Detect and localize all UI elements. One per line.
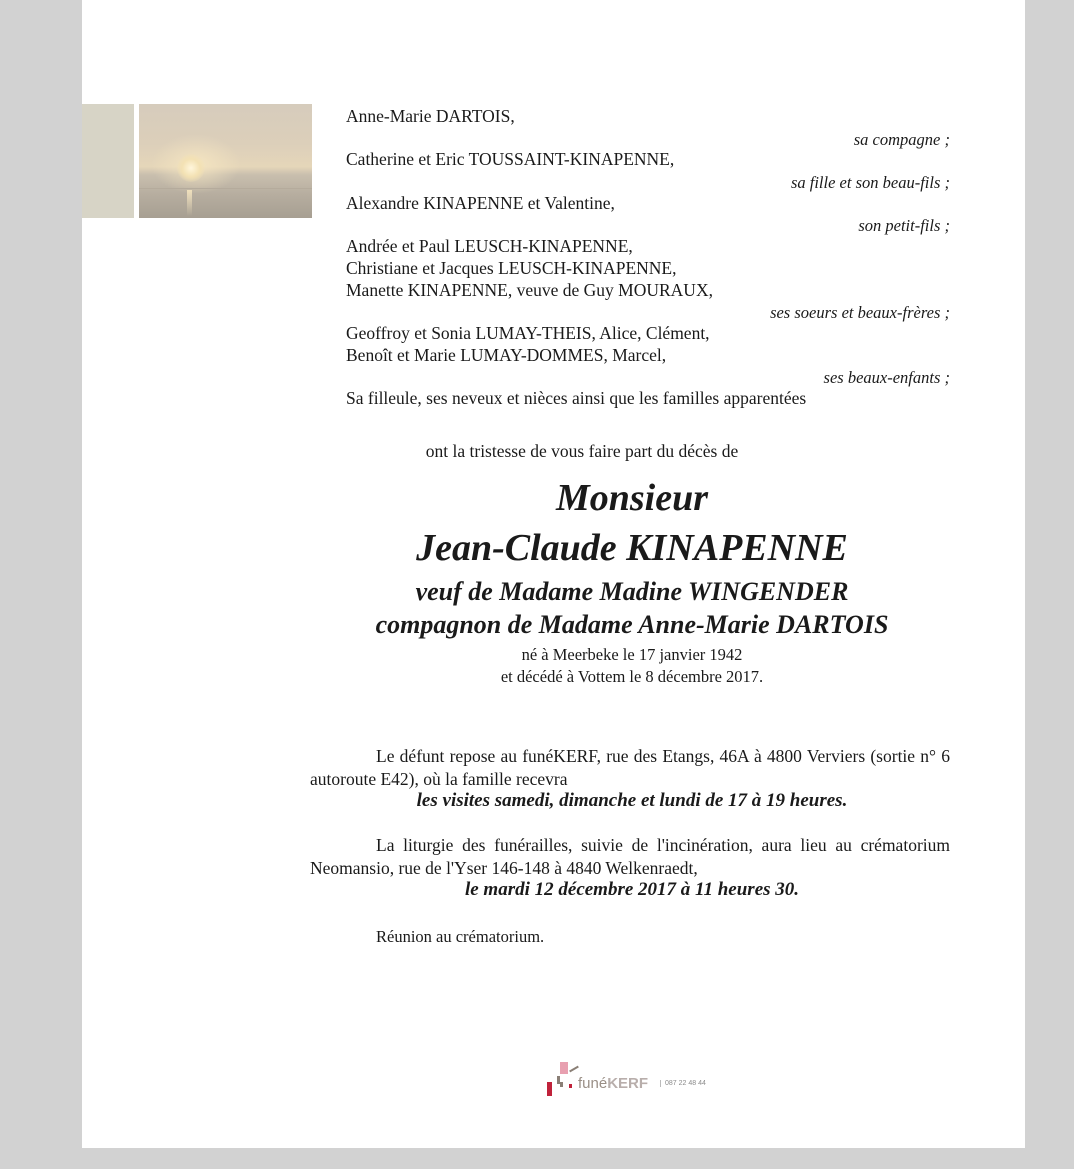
family-line: Benoît et Marie LUMAY-DOMMES, Marcel, <box>346 345 667 365</box>
family-line: Catherine et Eric TOUSSAINT-KINAPENNE, <box>346 149 675 169</box>
bird-icon <box>569 1066 579 1073</box>
family-line: Geoffroy et Sonia LUMAY-THEIS, Alice, Clément, <box>346 323 710 343</box>
visitation-paragraph: Le défunt repose au funéKERF, rue des Etangs, 46A à 4800 Verviers (sortie n° 6 autoroute E42), où la famille recevra <box>310 746 950 789</box>
deceased-widower: veuf de Madame Madine WINGENDER <box>415 577 849 606</box>
family-role: sa compagne ; <box>853 130 950 149</box>
deceased-name: Jean-Claude KINAPENNE <box>416 527 848 569</box>
deceased-companion: compagnon de Madame Anne-Marie DARTOIS <box>375 610 889 639</box>
obituary-page <box>82 0 1025 1148</box>
funeral-paragraph: La liturgie des funérailles, suivie de l'incinération, aura lieu au crématorium Neomansio, rue de l'Yser 146-148 à 4840 Welkenraedt, <box>310 835 950 878</box>
family-line: Andrée et Paul LEUSCH-KINAPENNE, <box>346 236 633 256</box>
family-line: Alexandre KINAPENNE et Valentine, <box>346 193 615 213</box>
family-role: son petit-fils ; <box>858 216 950 235</box>
family-role: ses soeurs et beaux-frères ; <box>770 303 950 322</box>
family-line: Sa filleule, ses neveux et nièces ainsi que les familles apparentées <box>346 388 807 408</box>
logo-brand: KERF <box>607 1075 649 1092</box>
decorative-strip <box>82 104 134 218</box>
family-role: ses beaux-enfants ; <box>823 368 950 387</box>
deceased-title: Monsieur <box>555 477 709 519</box>
death-info: et décédé à Vottem le 8 décembre 2017. <box>500 667 764 686</box>
reunion-text: Réunion au crématorium. <box>376 927 545 946</box>
family-line: Anne-Marie DARTOIS, <box>346 106 515 126</box>
funekerf-logo <box>547 1060 727 1100</box>
family-line: Manette KINAPENNE, veuve de Guy MOURAUX, <box>346 280 713 300</box>
logo-prefix: funé <box>578 1075 608 1092</box>
visitation-hours: les visites samedi, dimanche et lundi de 17 à 19 heures. <box>416 790 848 811</box>
funeral-date: le mardi 12 décembre 2017 à 11 heures 30. <box>464 879 800 900</box>
announcement-text: ont la tristesse de vous faire part du décès de <box>425 441 739 461</box>
sunset-photo <box>139 104 312 218</box>
family-role: sa fille et son beau-fils ; <box>790 173 950 192</box>
birth-info: né à Meerbeke le 17 janvier 1942 <box>521 645 743 664</box>
family-line: Christiane et Jacques LEUSCH-KINAPENNE, <box>346 258 677 278</box>
logo-phone: 087 22 48 44 <box>660 1080 706 1087</box>
